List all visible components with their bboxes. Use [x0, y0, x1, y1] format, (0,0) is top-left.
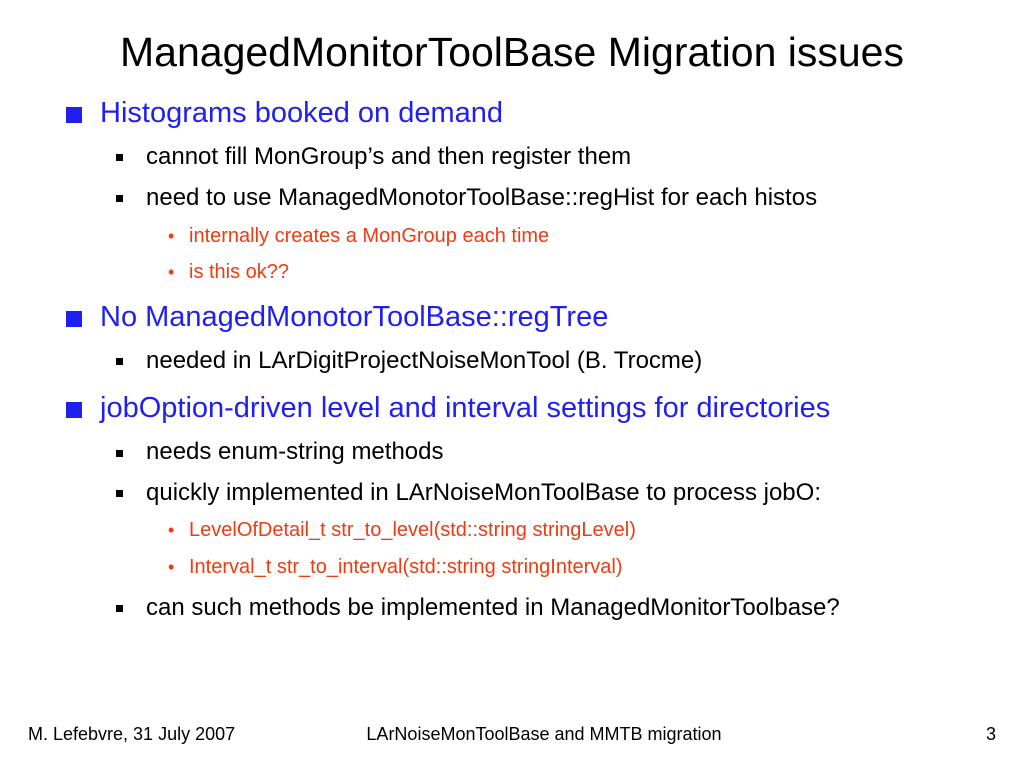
square-bullet-icon [116, 154, 123, 161]
square-bullet-icon [66, 107, 82, 123]
bullet-level2: need to use ManagedMonotorToolBase::regHist for each histos [146, 184, 818, 211]
bullet-level2: needed in LArDigitProjectNoiseMonTool (B. Trocme) [146, 347, 703, 374]
bullet-level3: is this ok?? [189, 261, 290, 283]
bullet-level1: jobOption-driven level and interval settings for directories [100, 392, 831, 424]
dot-bullet-icon: • [168, 226, 175, 246]
dot-bullet-icon: • [168, 262, 175, 282]
bullet-level2: quickly implemented in LArNoiseMonToolBase to process jobO: [146, 479, 821, 506]
bullet-level2: needs enum-string methods [146, 438, 444, 465]
footer-author-date: M. Lefebvre, 31 July 2007 [28, 724, 236, 744]
bullet-level3: LevelOfDetail_t str_to_level(std::string stringLevel) [189, 519, 636, 541]
slide-title: ManagedMonitorToolBase Migration issues [120, 29, 904, 75]
square-bullet-icon [116, 605, 123, 612]
bullet-level1: No ManagedMonotorToolBase::regTree [100, 301, 609, 333]
square-bullet-icon [66, 311, 82, 327]
page-number: 3 [985, 724, 996, 744]
dot-bullet-icon: • [168, 557, 175, 577]
square-bullet-icon [116, 490, 123, 497]
bullet-level3: Interval_t str_to_interval(std::string stringInterval) [189, 556, 623, 578]
square-bullet-icon [66, 402, 82, 418]
bullet-level2: can such methods be implemented in ManagedMonitorToolbase? [146, 594, 840, 621]
square-bullet-icon [116, 450, 123, 457]
dot-bullet-icon: • [168, 520, 175, 540]
bullet-level3: internally creates a MonGroup each time [189, 225, 550, 247]
square-bullet-icon [116, 358, 123, 365]
footer-title: LArNoiseMonToolBase and MMTB migration [366, 724, 722, 744]
square-bullet-icon [116, 195, 123, 202]
bullet-level1: Histograms booked on demand [100, 97, 504, 129]
bullet-level2: cannot fill MonGroup’s and then register them [146, 143, 632, 170]
